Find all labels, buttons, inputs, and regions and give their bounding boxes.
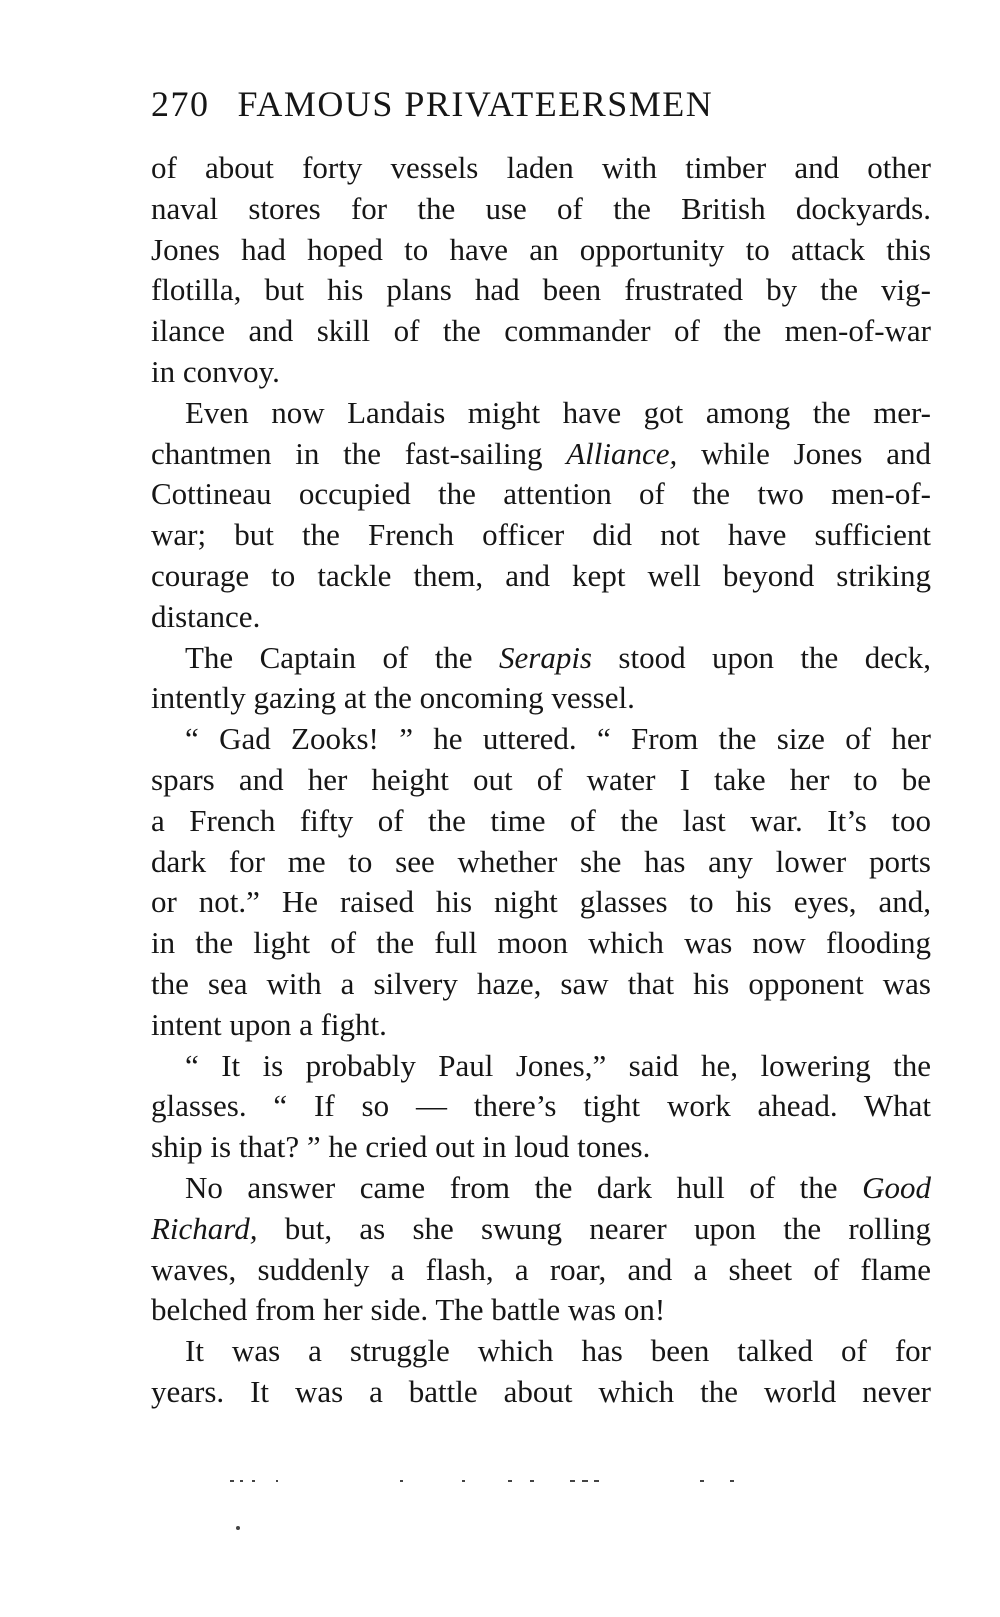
text-line: war; but the French officer did not have sufficient	[151, 517, 931, 553]
text-line: dark for me to see whether she has any lower ports	[151, 843, 931, 879]
speck	[582, 1480, 588, 1482]
text-line: belched from her side. The battle was on!	[151, 1292, 666, 1328]
text-run: The Captain of the	[185, 639, 499, 675]
speck	[252, 1480, 255, 1482]
text-line: distance.	[151, 598, 261, 634]
text-run: stood upon the deck,	[592, 639, 931, 675]
paragraph-2	[151, 393, 931, 638]
speck	[700, 1480, 704, 1482]
speck	[236, 1526, 240, 1530]
body-text	[151, 148, 931, 1413]
ship-name-italic: Richard,	[151, 1210, 258, 1246]
text-line: in the light of the full moon which was now flooding	[151, 925, 931, 961]
speck	[240, 1480, 243, 1482]
speck	[530, 1480, 534, 1482]
running-title: FAMOUS PRIVATEERSMEN	[237, 84, 714, 124]
book-page	[151, 86, 931, 1413]
speck	[730, 1480, 734, 1482]
text-line: Even now Landais might have got among the mer-	[185, 394, 931, 430]
speck	[570, 1480, 575, 1482]
paragraph-3	[151, 638, 931, 720]
speck	[594, 1480, 599, 1482]
text-line: It was a struggle which has been talked of for	[185, 1333, 931, 1369]
text-line: ship is that? ” he cried out in loud tones.	[151, 1129, 651, 1165]
text-line	[151, 1168, 931, 1209]
text-line: naval stores for the use of the British dockyards.	[151, 190, 931, 226]
text-line: intent upon a fight.	[151, 1006, 387, 1042]
text-line: intently gazing at the oncoming vessel.	[151, 680, 635, 716]
text-line: waves, suddenly a flash, a roar, and a sheet of flame	[151, 1251, 931, 1287]
paragraph-1	[151, 148, 931, 393]
text-line	[151, 638, 931, 679]
speck	[230, 1480, 234, 1482]
ship-name-italic: Serapis	[499, 639, 592, 675]
text-line: a French fifty of the time of the last war. It’s too	[151, 802, 931, 838]
text-line: in convoy.	[151, 353, 280, 389]
text-run: but, as she swung nearer upon the rolling	[257, 1210, 931, 1246]
text-line: Jones had hoped to have an opportunity to attack this	[151, 231, 931, 267]
text-line	[151, 1209, 931, 1250]
page-number: 270	[151, 84, 210, 124]
speck	[400, 1480, 403, 1482]
paragraph-4	[151, 719, 931, 1045]
ship-name-italic: Good	[862, 1169, 931, 1205]
text-run: while Jones and	[677, 435, 931, 471]
speck	[462, 1480, 465, 1482]
running-head	[151, 86, 931, 148]
text-line: Cottineau occupied the attention of the two men-of-	[151, 476, 931, 512]
paragraph-7	[151, 1331, 931, 1413]
text-line: spars and her height out of water I take her to be	[151, 761, 931, 797]
text-line: flotilla, but his plans had been frustrated by the vig-	[151, 272, 931, 308]
text-line: years. It was a battle about which the world never	[151, 1373, 931, 1409]
text-line	[151, 434, 931, 475]
text-run: chantmen in the fast-sailing	[151, 435, 567, 471]
speck	[276, 1480, 278, 1482]
ship-name-italic: Alliance,	[566, 435, 678, 471]
paragraph-6	[151, 1168, 931, 1331]
text-line: courage to tackle them, and kept well beyond striking	[151, 557, 931, 593]
text-line: the sea with a silvery haze, saw that his opponent was	[151, 965, 931, 1001]
text-line: of about forty vessels laden with timber and other	[151, 150, 931, 185]
text-line: “ Gad Zooks! ” he uttered. “ From the size of her	[185, 721, 931, 757]
text-line: “ It is probably Paul Jones,” said he, lowering the	[185, 1047, 931, 1083]
text-line: or not.” He raised his night glasses to his eyes, and,	[151, 884, 931, 920]
text-line: ilance and skill of the commander of the men-of-war	[151, 313, 931, 349]
paragraph-5	[151, 1046, 931, 1168]
speck	[508, 1480, 512, 1482]
print-specks	[230, 1480, 750, 1560]
text-line: glasses. “ If so — there’s tight work ahead. What	[151, 1088, 931, 1124]
text-run: No answer came from the dark hull of the	[185, 1169, 863, 1205]
